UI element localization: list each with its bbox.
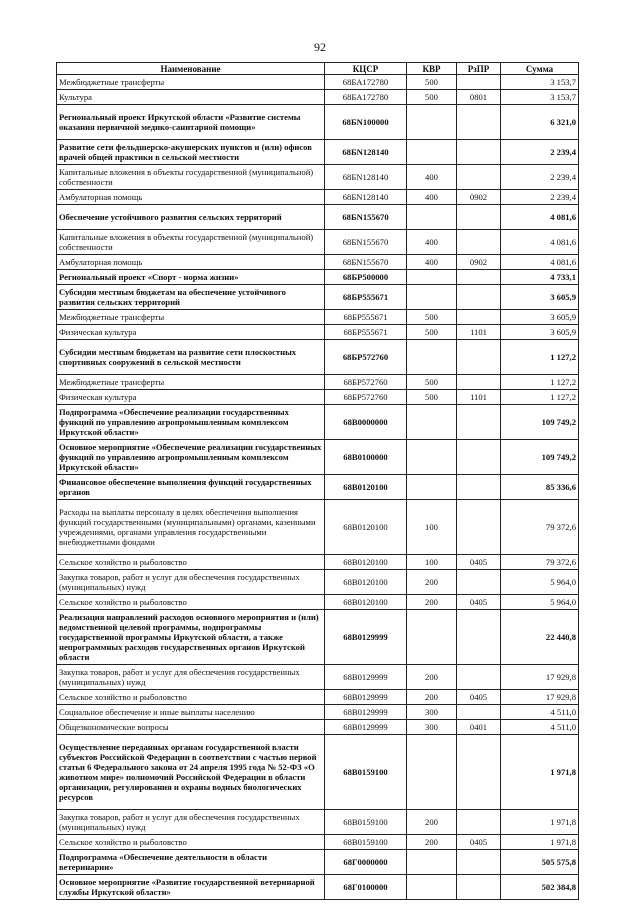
cell-name: Сельское хозяйство и рыболовство [57, 595, 325, 610]
cell-rzpr [457, 850, 501, 875]
cell-sum: 4 081,6 [501, 255, 579, 270]
table-header-row [57, 63, 579, 75]
cell-kvr: 500 [407, 375, 457, 390]
table-row [57, 475, 579, 500]
table-row [57, 705, 579, 720]
table-row [57, 440, 579, 475]
cell-name: Закупка товаров, работ и услуг для обеспечения государственных (муниципальных) нужд [57, 810, 325, 835]
cell-rzpr [457, 75, 501, 90]
table-row [57, 310, 579, 325]
budget-table [56, 62, 579, 900]
cell-name: Региональный проект Иркутской области «Развитие системы оказания первичной медико-санитарной помощи» [57, 105, 325, 140]
cell-kvr: 300 [407, 720, 457, 735]
cell-sum: 3 153,7 [501, 75, 579, 90]
cell-sum: 2 239,4 [501, 165, 579, 190]
cell-kvr [407, 270, 457, 285]
table-row [57, 405, 579, 440]
table-row [57, 875, 579, 900]
cell-name: Субсидии местным бюджетам на обеспечение устойчивого развития сельских территорий [57, 285, 325, 310]
cell-sum: 85 336,6 [501, 475, 579, 500]
table-row [57, 140, 579, 165]
cell-name: Амбулаторная помощь [57, 255, 325, 270]
table-row [57, 500, 579, 555]
table-row [57, 390, 579, 405]
cell-kvr: 200 [407, 665, 457, 690]
cell-name: Сельское хозяйство и рыболовство [57, 835, 325, 850]
cell-name: Закупка товаров, работ и услуг для обеспечения государственных (муниципальных) нужд [57, 570, 325, 595]
cell-rzpr [457, 570, 501, 595]
cell-rzpr: 0902 [457, 255, 501, 270]
table-row [57, 835, 579, 850]
cell-name: Физическая культура [57, 390, 325, 405]
cell-kvr [407, 285, 457, 310]
table-row [57, 205, 579, 230]
cell-kvr [407, 340, 457, 375]
cell-name: Капитальные вложения в объекты государственной (муниципальной) собственности [57, 165, 325, 190]
cell-kcsr: 68Г0000000 [325, 850, 407, 875]
cell-sum: 3 605,9 [501, 310, 579, 325]
cell-sum: 4 081,6 [501, 205, 579, 230]
cell-kcsr: 68В0159100 [325, 735, 407, 810]
table-row [57, 850, 579, 875]
cell-kvr: 400 [407, 230, 457, 255]
table-row [57, 165, 579, 190]
header-rzpr: РзПР [457, 63, 501, 75]
cell-rzpr [457, 875, 501, 900]
cell-kcsr: 68БN155670 [325, 230, 407, 255]
cell-sum: 3 605,9 [501, 285, 579, 310]
header-kcsr: КЦСР [325, 63, 407, 75]
cell-rzpr [457, 285, 501, 310]
cell-name: Сельское хозяйство и рыболовство [57, 690, 325, 705]
cell-kvr: 200 [407, 690, 457, 705]
cell-kvr [407, 405, 457, 440]
cell-sum: 109 749,2 [501, 440, 579, 475]
cell-name: Обеспечение устойчивого развития сельских территорий [57, 205, 325, 230]
cell-rzpr: 1101 [457, 390, 501, 405]
cell-rzpr: 0405 [457, 595, 501, 610]
cell-kcsr: 68БN128140 [325, 165, 407, 190]
cell-rzpr: 1101 [457, 325, 501, 340]
cell-sum: 17 929,8 [501, 665, 579, 690]
cell-name: Основное мероприятие «Развитие государственной ветеринарной службы Иркутской области» [57, 875, 325, 900]
cell-kcsr: 68В0120100 [325, 570, 407, 595]
cell-kvr [407, 105, 457, 140]
cell-kvr [407, 205, 457, 230]
cell-name: Реализация направлений расходов основного мероприятия и (или) ведомственной целевой программы, подпрограммы государственной программы Иркутской области, а также непрограммных расходов государственных органов Иркутской области [57, 610, 325, 665]
cell-name: Сельское хозяйство и рыболовство [57, 555, 325, 570]
cell-rzpr: 0902 [457, 190, 501, 205]
cell-sum: 22 440,8 [501, 610, 579, 665]
cell-name: Социальное обеспечение и иные выплаты населению [57, 705, 325, 720]
cell-name: Общеэкономические вопросы [57, 720, 325, 735]
cell-kvr: 300 [407, 705, 457, 720]
cell-kcsr: 68БА172780 [325, 90, 407, 105]
cell-kvr: 500 [407, 90, 457, 105]
cell-rzpr [457, 230, 501, 255]
cell-name: Осуществление переданных органам государственной власти субъектов Российской Федерации в соответствии с частью первой статьи 6 Федерального закона от 24 апреля 1995 года № 52-ФЗ «О животном мире» полномочий Российской Федерации в области организации, регулирования и охраны водных биологических ресурсов [57, 735, 325, 810]
cell-sum: 1 127,2 [501, 340, 579, 375]
cell-sum: 1 971,8 [501, 835, 579, 850]
table-row [57, 735, 579, 810]
table-row [57, 720, 579, 735]
cell-kcsr: 68В0000000 [325, 405, 407, 440]
cell-kcsr: 68В0129999 [325, 705, 407, 720]
cell-sum: 79 372,6 [501, 555, 579, 570]
cell-name: Капитальные вложения в объекты государственной (муниципальной) собственности [57, 230, 325, 255]
cell-kvr: 400 [407, 165, 457, 190]
cell-kvr: 500 [407, 75, 457, 90]
cell-name: Подпрограмма «Обеспечение реализации государственных функций по управлению агропромышленным комплексом Иркутской области» [57, 405, 325, 440]
cell-sum: 1 971,8 [501, 810, 579, 835]
cell-name: Межбюджетные трансферты [57, 75, 325, 90]
cell-name: Развитие сети фельдшерско-акушерских пунктов и (или) офисов врачей общей практики в сельской местности [57, 140, 325, 165]
table-row [57, 75, 579, 90]
cell-kcsr: 68БР555671 [325, 285, 407, 310]
cell-sum: 17 929,8 [501, 690, 579, 705]
cell-kcsr: 68БР555671 [325, 325, 407, 340]
cell-rzpr [457, 270, 501, 285]
cell-kcsr: 68БN128140 [325, 140, 407, 165]
cell-sum: 3 605,9 [501, 325, 579, 340]
table-row [57, 285, 579, 310]
cell-name: Межбюджетные трансферты [57, 375, 325, 390]
cell-kcsr: 68В0120100 [325, 595, 407, 610]
cell-kvr: 200 [407, 595, 457, 610]
table-row [57, 270, 579, 285]
cell-name: Культура [57, 90, 325, 105]
cell-rzpr: 0405 [457, 690, 501, 705]
cell-sum: 1 127,2 [501, 375, 579, 390]
cell-kvr [407, 850, 457, 875]
cell-kcsr: 68В0159100 [325, 810, 407, 835]
cell-sum: 502 384,8 [501, 875, 579, 900]
cell-sum: 79 372,6 [501, 500, 579, 555]
cell-rzpr [457, 810, 501, 835]
header-sum: Сумма [501, 63, 579, 75]
cell-sum: 109 749,2 [501, 405, 579, 440]
cell-rzpr [457, 440, 501, 475]
cell-sum: 5 964,0 [501, 595, 579, 610]
cell-sum: 4 081,6 [501, 230, 579, 255]
cell-name: Субсидии местным бюджетам на развитие сети плоскостных спортивных сооружений в сельской местности [57, 340, 325, 375]
table-row [57, 255, 579, 270]
cell-kvr: 400 [407, 255, 457, 270]
table-row [57, 325, 579, 340]
cell-sum: 1 127,2 [501, 390, 579, 405]
table-row [57, 570, 579, 595]
cell-kvr [407, 875, 457, 900]
cell-kcsr: 68В0129999 [325, 720, 407, 735]
cell-kvr [407, 440, 457, 475]
cell-kvr: 200 [407, 810, 457, 835]
cell-rzpr [457, 475, 501, 500]
cell-name: Закупка товаров, работ и услуг для обеспечения государственных (муниципальных) нужд [57, 665, 325, 690]
cell-kvr: 100 [407, 500, 457, 555]
cell-rzpr: 0405 [457, 555, 501, 570]
cell-kcsr: 68БN100000 [325, 105, 407, 140]
cell-sum: 2 239,4 [501, 190, 579, 205]
table-row [57, 105, 579, 140]
cell-rzpr [457, 610, 501, 665]
table-row [57, 340, 579, 375]
cell-rzpr [457, 375, 501, 390]
cell-kcsr: 68В0120100 [325, 475, 407, 500]
cell-kvr: 500 [407, 325, 457, 340]
cell-name: Региональный проект «Спорт - норма жизни» [57, 270, 325, 285]
cell-name: Физическая культура [57, 325, 325, 340]
cell-rzpr: 0801 [457, 90, 501, 105]
cell-kcsr: 68В0129999 [325, 610, 407, 665]
cell-sum: 1 971,8 [501, 735, 579, 810]
cell-rzpr [457, 405, 501, 440]
cell-kcsr: 68В0129999 [325, 665, 407, 690]
cell-sum: 5 964,0 [501, 570, 579, 595]
table-row [57, 90, 579, 105]
table-row [57, 595, 579, 610]
cell-name: Расходы на выплаты персоналу в целях обеспечения выполнения функций государственными (муниципальными) органами, казенными учреждениями, органами управления государственными внебюджетными фондами [57, 500, 325, 555]
cell-kcsr: 68БР572760 [325, 390, 407, 405]
table-row [57, 555, 579, 570]
cell-kvr [407, 475, 457, 500]
cell-kvr: 500 [407, 310, 457, 325]
cell-kcsr: 68В0120100 [325, 555, 407, 570]
table-row [57, 190, 579, 205]
cell-sum: 4 511,0 [501, 705, 579, 720]
cell-name: Основное мероприятие «Обеспечение реализации государственных функций по управлению агропромышленным комплексом Иркутской области» [57, 440, 325, 475]
cell-kcsr: 68Г0100000 [325, 875, 407, 900]
cell-kvr [407, 610, 457, 665]
cell-kcsr: 68В0129999 [325, 690, 407, 705]
cell-rzpr [457, 500, 501, 555]
table-row [57, 810, 579, 835]
cell-kcsr: 68БА172780 [325, 75, 407, 90]
cell-kvr: 200 [407, 570, 457, 595]
cell-kvr [407, 140, 457, 165]
cell-sum: 505 575,8 [501, 850, 579, 875]
cell-sum: 4 733,1 [501, 270, 579, 285]
page-number: 92 [314, 40, 326, 54]
cell-rzpr [457, 140, 501, 165]
cell-name: Финансовое обеспечение выполнения функций государственных органов [57, 475, 325, 500]
cell-sum: 3 153,7 [501, 90, 579, 105]
cell-rzpr [457, 665, 501, 690]
cell-kcsr: 68В0120100 [325, 500, 407, 555]
cell-kcsr: 68БN128140 [325, 190, 407, 205]
cell-rzpr [457, 205, 501, 230]
cell-kvr: 400 [407, 190, 457, 205]
cell-kcsr: 68БР500000 [325, 270, 407, 285]
cell-kcsr: 68БР572760 [325, 375, 407, 390]
cell-kcsr: 68БР572760 [325, 340, 407, 375]
cell-kcsr: 68БN155670 [325, 205, 407, 230]
cell-kcsr: 68В0159100 [325, 835, 407, 850]
table-row [57, 665, 579, 690]
cell-kcsr: 68БР555671 [325, 310, 407, 325]
header-name: Наименование [57, 63, 325, 75]
cell-rzpr [457, 340, 501, 375]
table-body [57, 75, 579, 900]
cell-kcsr: 68В0100000 [325, 440, 407, 475]
cell-sum: 4 511,0 [501, 720, 579, 735]
cell-kcsr: 68БN155670 [325, 255, 407, 270]
cell-rzpr: 0405 [457, 835, 501, 850]
header-kvr: КВР [407, 63, 457, 75]
cell-name: Подпрограмма «Обеспечение деятельности в области ветеринарии» [57, 850, 325, 875]
cell-rzpr [457, 165, 501, 190]
cell-sum: 6 321,0 [501, 105, 579, 140]
table-row [57, 610, 579, 665]
cell-rzpr [457, 705, 501, 720]
cell-kvr: 100 [407, 555, 457, 570]
cell-name: Амбулаторная помощь [57, 190, 325, 205]
cell-rzpr: 0401 [457, 720, 501, 735]
cell-kvr: 500 [407, 390, 457, 405]
cell-sum: 2 239,4 [501, 140, 579, 165]
cell-rzpr [457, 105, 501, 140]
cell-name: Межбюджетные трансферты [57, 310, 325, 325]
table-row [57, 690, 579, 705]
cell-kvr [407, 735, 457, 810]
cell-rzpr [457, 735, 501, 810]
cell-kvr: 200 [407, 835, 457, 850]
table-row [57, 375, 579, 390]
cell-rzpr [457, 310, 501, 325]
table-row [57, 230, 579, 255]
